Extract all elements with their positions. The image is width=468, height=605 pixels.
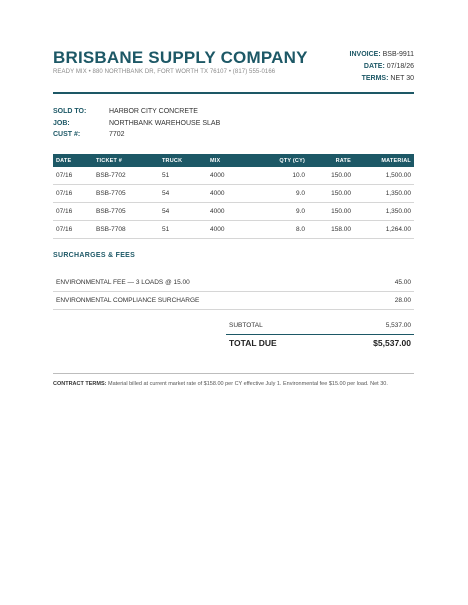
table-row: [53, 203, 414, 221]
subtotal-label: SUBTOTAL: [229, 322, 263, 329]
invoice-number-label: INVOICE:: [349, 51, 381, 58]
cell-truck: 54: [159, 203, 207, 221]
cell-material: 1,350.00: [354, 185, 414, 203]
table-row: [53, 185, 414, 203]
cell-ticket: BSB-7705: [93, 203, 159, 221]
table-header-row: [53, 154, 414, 167]
total-due-value: $5,537.00: [373, 338, 411, 348]
column-header-mix: MIX: [207, 154, 245, 167]
subtotal-row: [226, 322, 414, 332]
invoice-date-label: DATE:: [363, 63, 385, 70]
customer-number-value: 7702: [109, 131, 125, 138]
fee-row: [53, 292, 414, 310]
table-row: [53, 221, 414, 239]
column-header-truck: TRUCK: [159, 154, 207, 167]
column-header-qty: QTY (CY): [245, 154, 308, 167]
column-header-material: MATERIAL: [354, 154, 414, 167]
invoice-date-value: 07/18/26: [386, 63, 414, 70]
cell-mix: 4000: [207, 221, 245, 239]
cell-rate: 150.00: [308, 203, 354, 221]
cell-ticket: BSB-7708: [93, 221, 159, 239]
cell-rate: 150.00: [308, 185, 354, 203]
cell-qty: 10.0: [245, 167, 308, 185]
terms-divider: [53, 373, 414, 374]
header-divider: [53, 92, 414, 94]
cell-date: 07/16: [53, 185, 93, 203]
job-value: NORTHBANK WAREHOUSE SLAB: [109, 120, 221, 127]
cell-date: 07/16: [53, 167, 93, 185]
cell-truck: 51: [159, 221, 207, 239]
contract-terms-label: CONTRACT TERMS:: [53, 381, 107, 387]
column-header-rate: RATE: [308, 154, 354, 167]
company-name: BRISBANE SUPPLY COMPANY: [53, 48, 308, 67]
sold-to-label: SOLD TO:: [53, 108, 87, 115]
fee-amount: 28.00: [394, 297, 411, 304]
cell-qty: 8.0: [245, 221, 308, 239]
invoice-date: [364, 63, 414, 70]
invoice-terms-label: TERMS:: [361, 75, 389, 82]
cell-rate: 158.00: [308, 221, 354, 239]
sold-to-value: HARBOR CITY CONCRETE: [109, 108, 198, 115]
invoice-number-value: BSB-9911: [382, 51, 414, 58]
cell-qty: 9.0: [245, 185, 308, 203]
surcharges-title: SURCHARGES & FEES: [53, 252, 136, 259]
cell-material: 1,264.00: [354, 221, 414, 239]
cell-truck: 54: [159, 185, 207, 203]
company-address-line: READY MIX • 880 NORTHBANK DR, FORT WORTH TX 76107 • (817) 555-0166: [53, 69, 276, 75]
column-header-ticket: TICKET #: [93, 154, 159, 167]
fee-row: [53, 274, 414, 292]
cell-date: 07/16: [53, 203, 93, 221]
line-items-table: [53, 154, 414, 239]
cell-ticket: BSB-7705: [93, 185, 159, 203]
cell-date: 07/16: [53, 221, 93, 239]
table-row: [53, 167, 414, 185]
cell-material: 1,350.00: [354, 203, 414, 221]
invoice-number: [350, 51, 414, 58]
cell-rate: 150.00: [308, 167, 354, 185]
customer-number-label: CUST #:: [53, 131, 81, 138]
cell-qty: 9.0: [245, 203, 308, 221]
cell-mix: 4000: [207, 185, 245, 203]
cell-mix: 4000: [207, 167, 245, 185]
contract-terms: [53, 380, 414, 389]
job-label: JOB:: [53, 120, 70, 127]
contract-terms-text: Material billed at current market rate of $158.00 per CY effective July 1. Environmental fee $15.00 per load. Net 30.: [108, 381, 388, 387]
fee-amount: 45.00: [394, 279, 411, 286]
cell-material: 1,500.00: [354, 167, 414, 185]
fee-description: ENVIRONMENTAL COMPLIANCE SURCHARGE: [56, 297, 200, 304]
invoice-terms-value: NET 30: [390, 75, 414, 82]
invoice-terms: [362, 75, 414, 82]
fee-description: ENVIRONMENTAL FEE — 3 LOADS @ 15.00: [56, 279, 190, 286]
cell-mix: 4000: [207, 203, 245, 221]
total-due-row: [226, 338, 414, 350]
cell-truck: 51: [159, 167, 207, 185]
cell-ticket: BSB-7702: [93, 167, 159, 185]
total-divider: [226, 334, 414, 335]
column-header-date: DATE: [53, 154, 93, 167]
subtotal-value: 5,537.00: [385, 322, 411, 329]
total-due-label: TOTAL DUE: [229, 338, 277, 348]
